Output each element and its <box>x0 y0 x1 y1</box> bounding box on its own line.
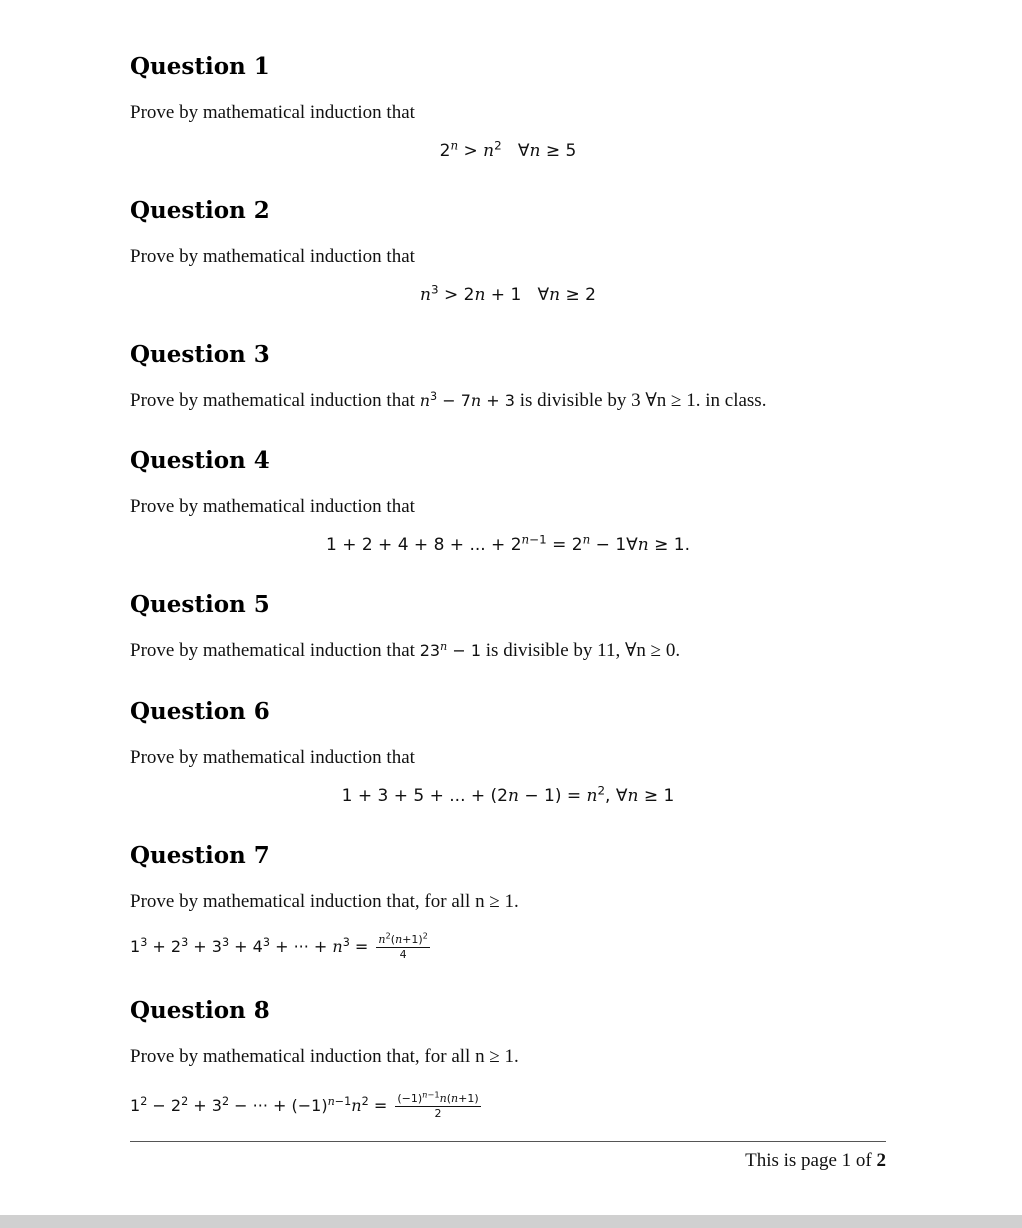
question-1-formula: $2^n > n^2$ ∀n ≥ 5 <box>439 138 577 161</box>
prompt-text: Prove by mathematical induction that <box>130 390 415 411</box>
page-number-footer <box>745 1149 886 1173</box>
inline-formula: $n^3 - 7n + 3$ <box>419 389 515 410</box>
viewer-bottom-bar <box>0 1215 1022 1228</box>
question-7-prompt: Prove by mathematical induction that, for all n ≥ 1. <box>130 891 519 912</box>
question-2-prompt: Prove by mathematical induction that <box>130 246 415 267</box>
question-4-formula: 1 + 2 + 4 + 8 + ... + $2^{n-1} = 2^n$ − 1∀n ≥ 1. <box>325 532 691 555</box>
question-8-formula: $1^2 - 2^2 + 3^2$ − ··· + $(-1)^{n-1}n^2$ = $\frac{(-1)^{n-1}n(n+1)}{2}$ <box>130 1089 479 1120</box>
question-7-heading: Question 7 <box>130 842 270 869</box>
question-6-prompt: Prove by mathematical induction that <box>130 747 415 768</box>
footer-prefix: This is page 1 of <box>745 1150 872 1171</box>
question-6-heading: Question 6 <box>130 698 270 725</box>
fraction: $\frac{n^2(n+1)^2}{4}$ <box>378 930 428 961</box>
inline-formula: $23^n - 1$ <box>419 639 482 660</box>
question-2-formula: $n^3 > 2n + 1$ ∀n ≥ 2 <box>420 282 596 305</box>
footer-divider <box>130 1141 886 1142</box>
footer-total-pages: 2 <box>876 1150 886 1171</box>
question-4-prompt: Prove by mathematical induction that <box>130 496 415 517</box>
question-7-formula: $1^3 + 2^3 + 3^3 + 4^3$ + ··· + $n^3$ = $\frac{n^2(n+1)^2}{4}$ <box>130 930 428 961</box>
question-2-heading: Question 2 <box>130 197 270 224</box>
prompt-text: Prove by mathematical induction that <box>130 640 415 661</box>
question-5-heading: Question 5 <box>130 591 270 618</box>
question-3-prompt <box>130 389 766 413</box>
question-3-heading: Question 3 <box>130 341 270 368</box>
prompt-text-after: is divisible by 3 ∀n ≥ 1. in class. <box>519 390 767 411</box>
question-8-prompt: Prove by mathematical induction that, for all n ≥ 1. <box>130 1046 519 1067</box>
question-5-prompt <box>130 639 680 663</box>
question-4-heading: Question 4 <box>130 447 270 474</box>
question-1-prompt: Prove by mathematical induction that <box>130 102 415 123</box>
question-8-heading: Question 8 <box>130 997 270 1024</box>
question-1-heading: Question 1 <box>130 53 270 80</box>
question-6-formula: 1 + 3 + 5 + ... + $(2n - 1) = n^2$, ∀n ≥ 1 <box>341 783 675 806</box>
prompt-text-after: is divisible by 11, ∀n ≥ 0. <box>485 640 681 661</box>
fraction: $\frac{(-1)^{n-1}n(n+1)}{2}$ <box>397 1089 479 1120</box>
